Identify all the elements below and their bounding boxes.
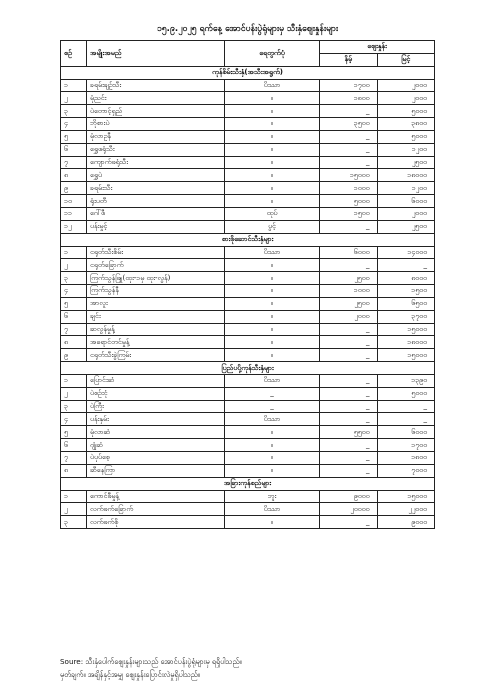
- table-row: [61, 400, 435, 413]
- price-high: ၅၀၀၀: [377, 105, 435, 118]
- item-name: မုံညင်း: [87, 92, 225, 105]
- header-high: မြင့်: [377, 53, 435, 66]
- header-no: စဉ်: [61, 41, 87, 67]
- table-row: [61, 169, 435, 182]
- table-row: [61, 323, 435, 336]
- price-low: ၁၇၀၀: [320, 79, 378, 92]
- page-title: ၁၅.၉.၂၀၂၅ ရက်နေ့ အောင်ပန်းပွဲရုံများမှ သီးနှံဈေးနှုန်းများ: [156, 24, 339, 34]
- table-row: [61, 503, 435, 516]
- item-name: ပန်းမှုင့်: [87, 220, 225, 233]
- item-unit: ဘူး: [225, 490, 320, 503]
- price-low: ၅၀၀၀: [320, 195, 378, 208]
- price-low: _: [320, 374, 378, 387]
- price-high: ၁၈၀၀: [377, 452, 435, 465]
- item-unit: ။: [225, 143, 320, 156]
- item-name: ပန်းနှမ်း: [87, 413, 225, 426]
- row-number: ၃: [61, 105, 87, 118]
- row-number: ၁၀: [61, 195, 87, 208]
- price-low: ၂၅၀၀: [320, 297, 378, 310]
- price-low: _: [320, 156, 378, 169]
- table-row: [61, 413, 435, 426]
- item-unit: _: [225, 400, 320, 413]
- table-row: [61, 336, 435, 349]
- price-high: ၂၀၀၀: [377, 79, 435, 92]
- header-price: ဈေးနှုန်း: [320, 41, 435, 54]
- item-unit: ။: [225, 182, 320, 195]
- price-low: ၅၅၀၀: [320, 426, 378, 439]
- table-row: [61, 246, 435, 259]
- price-high: ၁၅၀၀၀: [377, 490, 435, 503]
- price-low: _: [320, 259, 378, 272]
- price-low: ၂၀၀၀၀: [320, 503, 378, 516]
- item-name: ဆီနေကြာ: [87, 464, 225, 477]
- row-number: ၁၁: [61, 207, 87, 220]
- item-name: ဘိုစားပဲ: [87, 118, 225, 131]
- row-number: ၄: [61, 285, 87, 298]
- price-high: ၁၃၉၀: [377, 374, 435, 387]
- item-name: မုံလာဆံ: [87, 426, 225, 439]
- price-low: ၁၅၀၀: [320, 207, 378, 220]
- item-name: ပဲပုပ်စေ့: [87, 452, 225, 465]
- price-low: _: [320, 439, 378, 452]
- price-high: _: [377, 400, 435, 413]
- row-number: ၁၂: [61, 220, 87, 233]
- item-unit: ။: [225, 439, 320, 452]
- price-high: ၁၅၀၀: [377, 285, 435, 298]
- item-unit: ပိဿာ: [225, 374, 320, 387]
- item-unit: ပိဿာ: [225, 413, 320, 426]
- header-unit: ရေတွက်ပုံ: [225, 41, 320, 67]
- row-number: ၄: [61, 118, 87, 131]
- table-row: [61, 156, 435, 169]
- item-unit: ပိဿာ: [225, 503, 320, 516]
- item-unit: ။: [225, 452, 320, 465]
- table-row: [61, 452, 435, 465]
- price-high: ၂၀၀၀: [377, 92, 435, 105]
- table-row: [61, 387, 435, 400]
- table-body: [61, 66, 435, 528]
- section-header: [61, 362, 435, 375]
- item-name: လက်ဖက်ခြောက်: [87, 503, 225, 516]
- price-high: ၁၇၀၀: [377, 439, 435, 452]
- table-row: [61, 297, 435, 310]
- table-row: [61, 272, 435, 285]
- item-name: ငရုတ်သီးခွဲကြမ်း: [87, 349, 225, 362]
- item-unit: ။: [225, 105, 320, 118]
- item-unit: ။: [225, 92, 320, 105]
- price-high: ၆၀၀၀: [377, 426, 435, 439]
- item-unit: ။: [225, 195, 320, 208]
- row-number: ၃: [61, 272, 87, 285]
- item-name: ပဲကြီး: [87, 400, 225, 413]
- price-low: ၁၈၀၀: [320, 92, 378, 105]
- table-row: [61, 105, 435, 118]
- price-high: ၂၂၀၀၀: [377, 503, 435, 516]
- row-number: ၇: [61, 452, 87, 465]
- price-high: ၂၅၀၀: [377, 220, 435, 233]
- item-name: ခရမ်းသီး: [87, 182, 225, 195]
- table-row: [61, 92, 435, 105]
- price-low: ၁၅၀၀၀: [320, 169, 378, 182]
- table-row: [61, 79, 435, 92]
- price-high: ၁၈၀၀၀: [377, 336, 435, 349]
- row-number: ၂: [61, 387, 87, 400]
- header-low: နိမ့်: [320, 53, 378, 66]
- notes: [60, 655, 242, 681]
- section-title: ပြည်ပပို့ကုန်သီးနှံများ: [61, 362, 435, 375]
- item-unit: ။: [225, 349, 320, 362]
- item-name: လက်ဖက်စို: [87, 516, 225, 529]
- item-unit: ပိဿာ: [225, 79, 320, 92]
- price-low: ၁၀၀၀: [320, 285, 378, 298]
- row-number: ၆: [61, 439, 87, 452]
- table-row: [61, 439, 435, 452]
- item-unit: ။: [225, 323, 320, 336]
- price-high: ၃၈၀၀: [377, 118, 435, 131]
- item-unit: ။: [225, 297, 320, 310]
- price-high: _: [377, 413, 435, 426]
- price-low: ၂၀၀၀: [320, 310, 378, 323]
- row-number: ၁: [61, 374, 87, 387]
- row-number: ၉: [61, 349, 87, 362]
- item-unit: ။: [225, 336, 320, 349]
- item-name: ပဲတောင့်ရှည်: [87, 105, 225, 118]
- row-number: ၁: [61, 79, 87, 92]
- price-table: [60, 40, 435, 529]
- price-low: _: [320, 130, 378, 143]
- price-high: ၉၀၀၀: [377, 516, 435, 529]
- table-row: [61, 207, 435, 220]
- item-unit: ပိဿာ: [225, 246, 320, 259]
- table-row: [61, 130, 435, 143]
- row-number: ၃: [61, 400, 87, 413]
- item-unit: ။: [225, 310, 320, 323]
- price-low: _: [320, 400, 378, 413]
- price-high: ၆၅၀၀: [377, 297, 435, 310]
- row-number: ၆: [61, 143, 87, 156]
- item-name: ကြက်သွန်ဖြူ(ထုး-၁မှ ထုး-လွန်): [87, 272, 225, 285]
- table-row: [61, 426, 435, 439]
- table-row: [61, 118, 435, 131]
- section-title: ကုန်စိမ်းသီးနှံ(အသီးအရွက်): [61, 66, 435, 79]
- price-high: ၁၈၀၀၀: [377, 169, 435, 182]
- price-high: ၆၀၀၀: [377, 195, 435, 208]
- price-low: ၃၅၀၀: [320, 118, 378, 131]
- table-row: [61, 374, 435, 387]
- price-high: ၁၂၀၀: [377, 143, 435, 156]
- item-unit: ။: [225, 272, 320, 285]
- row-number: ၁: [61, 246, 87, 259]
- price-high: ၁၅၀၀၀: [377, 323, 435, 336]
- item-name: ငရုတ်ခြောက်: [87, 259, 225, 272]
- row-number: ၈: [61, 464, 87, 477]
- item-name: ဆလွန်မှုန့်: [87, 323, 225, 336]
- price-low: _: [320, 464, 378, 477]
- item-unit: ။: [225, 156, 320, 169]
- item-name: အာလူး: [87, 297, 225, 310]
- item-unit: ။: [225, 118, 320, 131]
- table-row: [61, 143, 435, 156]
- row-number: ၂: [61, 503, 87, 516]
- table-row: [61, 259, 435, 272]
- item-name: မုံလာဥနီ: [87, 130, 225, 143]
- section-header: [61, 477, 435, 490]
- item-unit: ။: [225, 464, 320, 477]
- price-high: ၇၀၀၀: [377, 464, 435, 477]
- table-row: [61, 464, 435, 477]
- section-header: [61, 233, 435, 246]
- price-high: ၅၀၀၀: [377, 130, 435, 143]
- table-row: [61, 285, 435, 298]
- price-high: ၃၇၀၀: [377, 310, 435, 323]
- table-row: [61, 195, 435, 208]
- price-low: ၆၀၀၀: [320, 246, 378, 259]
- item-name: ပဲစဉ်းငုံ: [87, 387, 225, 400]
- price-low: ၁၀၀၀: [320, 182, 378, 195]
- item-unit: ပွင့်: [225, 220, 320, 233]
- table-row: [61, 516, 435, 529]
- header-name: အမျိုးအမည်: [87, 41, 225, 67]
- row-number: ၈: [61, 336, 87, 349]
- item-name: ခရမ်းချဉ်သီး: [87, 79, 225, 92]
- price-high: ၁၅၀၀၀: [377, 349, 435, 362]
- item-name: ငရုတ်သီးစိမ်း: [87, 246, 225, 259]
- item-unit: ။: [225, 516, 320, 529]
- price-low: _: [320, 105, 378, 118]
- item-name: ကျောက်ဖရုံသီး: [87, 156, 225, 169]
- item-name: ပြောင်းဆံ: [87, 374, 225, 387]
- item-unit: _: [225, 387, 320, 400]
- table-row: [61, 182, 435, 195]
- source-note: Soure: သီးနှံပေါက်ဈေးနှုန်းများသည် အောင်ပန်းပွဲရုံများမှ ရရှိပါသည်။: [60, 657, 242, 666]
- row-number: ၇: [61, 323, 87, 336]
- item-unit: ။: [225, 426, 320, 439]
- price-low: _: [320, 387, 378, 400]
- price-low: _: [320, 452, 378, 465]
- row-number: ၂: [61, 92, 87, 105]
- item-unit: ။: [225, 130, 320, 143]
- table-row: [61, 490, 435, 503]
- row-number: ၂: [61, 259, 87, 272]
- table-row: [61, 310, 435, 323]
- row-number: ၈: [61, 169, 87, 182]
- price-high: ၈၀၀၀: [377, 272, 435, 285]
- item-name: ချင်း: [87, 310, 225, 323]
- price-low: _: [320, 143, 378, 156]
- row-number: ၉: [61, 182, 87, 195]
- table-row: [61, 220, 435, 233]
- price-low: _: [320, 323, 378, 336]
- price-high: ၅၀၀၀: [377, 387, 435, 400]
- price-high: ၂၅၀၀: [377, 156, 435, 169]
- item-name: ရွှေပဲ: [87, 169, 225, 182]
- price-high: _: [377, 259, 435, 272]
- price-low: _: [320, 336, 378, 349]
- item-name: အရောင်တင်မှုန့်: [87, 336, 225, 349]
- item-name: ဂေါ်ဖီ: [87, 207, 225, 220]
- price-low: _: [320, 349, 378, 362]
- row-number: ၅: [61, 130, 87, 143]
- item-name: ရွှေဖရုံသီး: [87, 143, 225, 156]
- price-low: _: [320, 516, 378, 529]
- item-name: ကောင်ဖီမှုန့်: [87, 490, 225, 503]
- row-number: ၅: [61, 297, 87, 310]
- row-number: ၄: [61, 413, 87, 426]
- item-unit: ။: [225, 285, 320, 298]
- price-low: _: [320, 220, 378, 233]
- item-name: ဂျုံဆံ: [87, 439, 225, 452]
- row-number: ၆: [61, 310, 87, 323]
- item-unit: ။: [225, 169, 320, 182]
- item-name: ကြက်သွန်နီ: [87, 285, 225, 298]
- row-number: ၇: [61, 156, 87, 169]
- item-unit: ။: [225, 259, 320, 272]
- price-low: _: [320, 413, 378, 426]
- row-number: ၅: [61, 426, 87, 439]
- section-title: စားဖိုဆောင်သီးနှံများ: [61, 233, 435, 246]
- section-header: [61, 66, 435, 79]
- item-name: ရုံးပတီ: [87, 195, 225, 208]
- price-high: ၁၂၀၀: [377, 182, 435, 195]
- price-low: ၉၀၀၀: [320, 490, 378, 503]
- price-high: ၁၄၀၀၀: [377, 246, 435, 259]
- item-unit: ထုပ်: [225, 207, 320, 220]
- price-high: ၂၀၀၀: [377, 207, 435, 220]
- row-number: ၃: [61, 516, 87, 529]
- remark-note: မှတ်ချက်။ အချိန်နှင့်အမျှ ဈေးနှုန်းပြောင်းလဲမှုရှိပါသည်။: [60, 670, 200, 679]
- price-low: ၂၅၀၀: [320, 272, 378, 285]
- table-row: [61, 349, 435, 362]
- section-title: အခြားကုန်စည်များ: [61, 477, 435, 490]
- row-number: ၁: [61, 490, 87, 503]
